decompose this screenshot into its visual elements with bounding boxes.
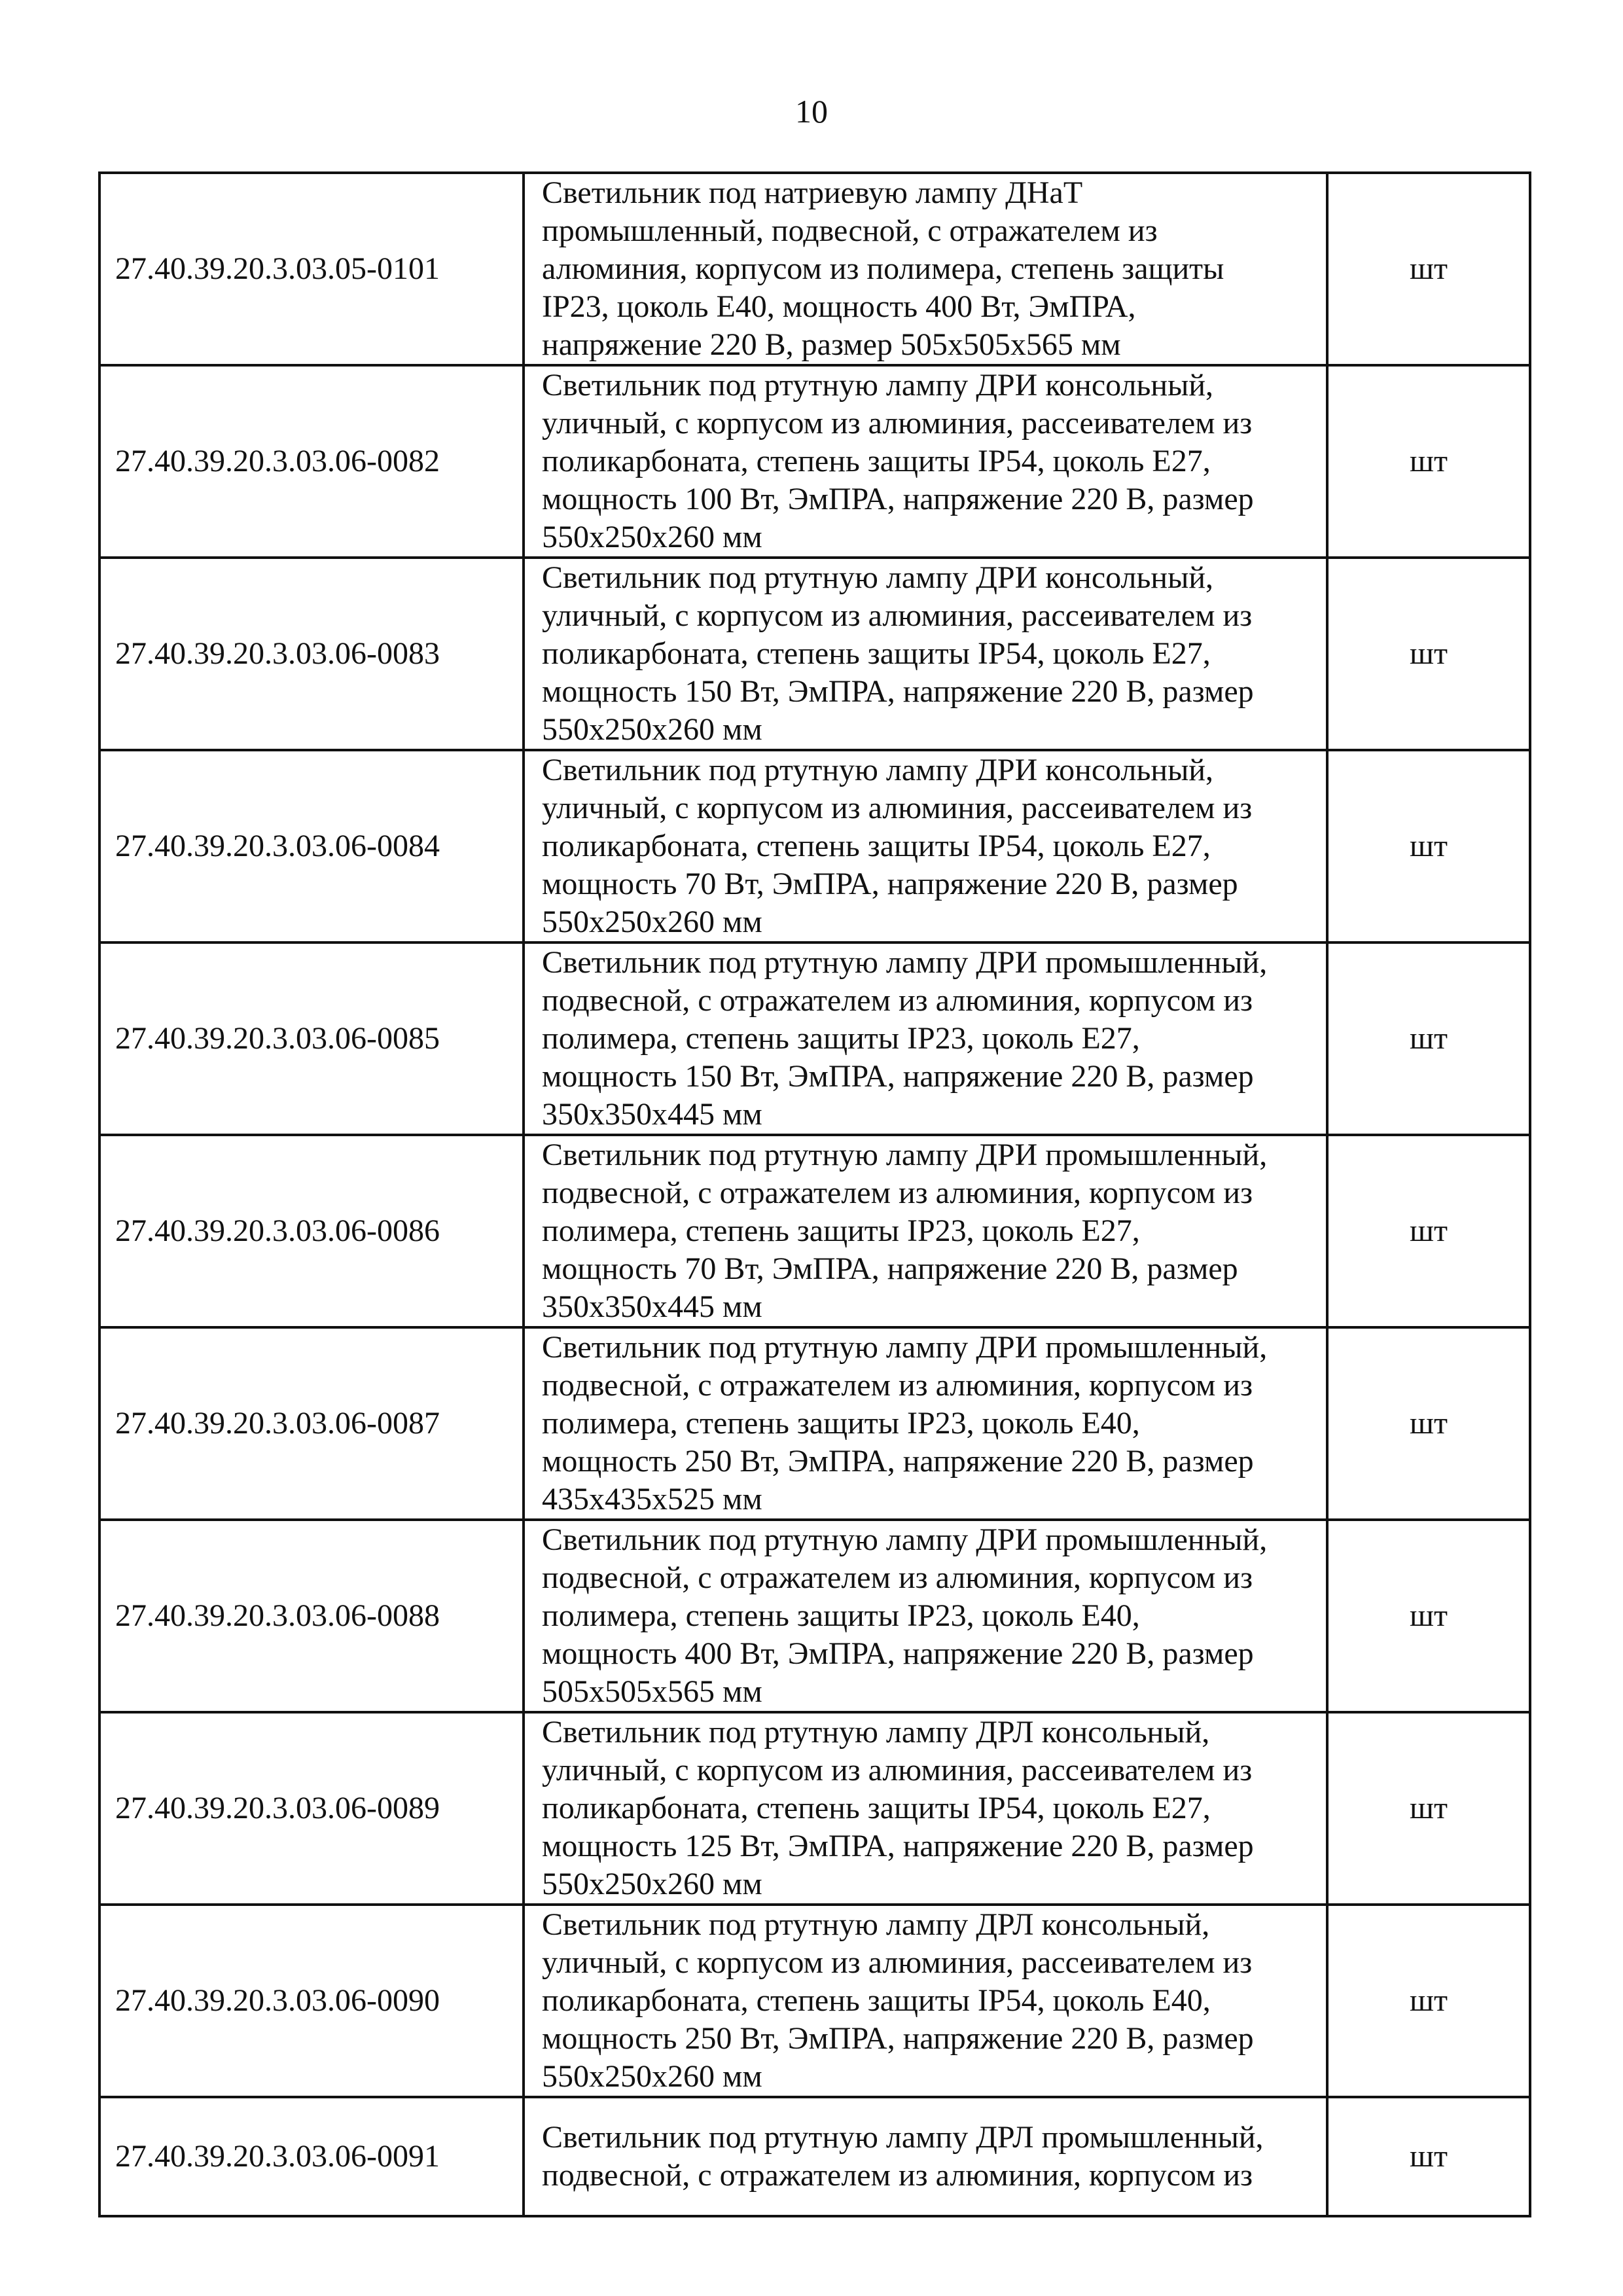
resource-code: 27.40.39.20.3.03.06-0082 <box>99 365 524 558</box>
resource-table <box>98 171 1531 2217</box>
description-line: Светильник под ртутную лампу ДРЛ консольный, <box>542 1715 1210 1749</box>
resource-code: 27.40.39.20.3.03.05-0101 <box>99 173 524 365</box>
description-line: мощность 250 Вт, ЭмПРА, напряжение 220 В, размер <box>542 2021 1254 2056</box>
description-line: IP23, цоколь Е40, мощность 400 Вт, ЭмПРА, <box>542 289 1136 324</box>
resource-description <box>524 365 1327 558</box>
resource-code: 27.40.39.20.3.03.06-0087 <box>99 1327 524 1520</box>
description-line: мощность 150 Вт, ЭмПРА, напряжение 220 В, размер <box>542 674 1254 709</box>
resource-code: 27.40.39.20.3.03.06-0084 <box>99 750 524 942</box>
resource-description <box>524 942 1327 1135</box>
unit-of-measure: шт <box>1327 173 1530 365</box>
table-row <box>99 558 1530 750</box>
description-line: Светильник под ртутную лампу ДРЛ консольный, <box>542 1907 1210 1942</box>
unit-of-measure: шт <box>1327 750 1530 942</box>
description-line: промышленный, подвесной, с отражателем из <box>542 213 1158 248</box>
unit-of-measure: шт <box>1327 1327 1530 1520</box>
description-line: 350x350x445 мм <box>542 1097 762 1132</box>
table-row <box>99 1135 1530 1327</box>
unit-of-measure: шт <box>1327 1905 1530 2097</box>
resource-description <box>524 750 1327 942</box>
unit-of-measure: шт <box>1327 1520 1530 1712</box>
description-line: поликарбоната, степень защиты IP54, цоколь Е27, <box>542 829 1211 863</box>
description-line: 550x250x260 мм <box>542 2059 762 2094</box>
table-row <box>99 1327 1530 1520</box>
description-line: уличный, с корпусом из алюминия, рассеивателем из <box>542 406 1253 440</box>
unit-of-measure: шт <box>1327 558 1530 750</box>
description-line: подвесной, с отражателем из алюминия, корпусом из <box>542 2158 1253 2193</box>
description-line: полимера, степень защиты IP23, цоколь Е40, <box>542 1598 1140 1633</box>
description-line: подвесной, с отражателем из алюминия, корпусом из <box>542 1175 1253 1210</box>
unit-of-measure: шт <box>1327 365 1530 558</box>
description-line: 550x250x260 мм <box>542 712 762 747</box>
description-line: Светильник под ртутную лампу ДРИ промышленный, <box>542 1138 1268 1172</box>
description-line: полимера, степень защиты IP23, цоколь Е40, <box>542 1406 1140 1441</box>
table-row <box>99 2097 1530 2216</box>
unit-of-measure: шт <box>1327 1712 1530 1905</box>
description-line: подвесной, с отражателем из алюминия, корпусом из <box>542 983 1253 1018</box>
description-line: Светильник под ртутную лампу ДРИ промышленный, <box>542 945 1268 980</box>
resource-description <box>524 1905 1327 2097</box>
description-line: мощность 125 Вт, ЭмПРА, напряжение 220 В, размер <box>542 1829 1254 1863</box>
description-line: поликарбоната, степень защиты IP54, цоколь Е27, <box>542 1791 1211 1825</box>
description-line: мощность 400 Вт, ЭмПРА, напряжение 220 В, размер <box>542 1636 1254 1671</box>
description-line: 505x505x565 мм <box>542 1674 762 1709</box>
description-line: мощность 100 Вт, ЭмПРА, напряжение 220 В, размер <box>542 482 1254 516</box>
resource-description <box>524 558 1327 750</box>
description-line: уличный, с корпусом из алюминия, рассеивателем из <box>542 1753 1253 1787</box>
resource-code: 27.40.39.20.3.03.06-0089 <box>99 1712 524 1905</box>
description-line: 350x350x445 мм <box>542 1289 762 1324</box>
resource-code: 27.40.39.20.3.03.06-0091 <box>99 2097 524 2216</box>
description-line: алюминия, корпусом из полимера, степень защиты <box>542 251 1224 286</box>
resource-table-body <box>99 173 1530 2216</box>
resource-description <box>524 1135 1327 1327</box>
description-line: подвесной, с отражателем из алюминия, корпусом из <box>542 1560 1253 1595</box>
description-line: поликарбоната, степень защиты IP54, цоколь Е40, <box>542 1983 1211 2018</box>
resource-code: 27.40.39.20.3.03.06-0083 <box>99 558 524 750</box>
description-line: полимера, степень защиты IP23, цоколь Е27, <box>542 1021 1140 1056</box>
description-line: полимера, степень защиты IP23, цоколь Е27, <box>542 1213 1140 1248</box>
unit-of-measure: шт <box>1327 942 1530 1135</box>
description-line: уличный, с корпусом из алюминия, рассеивателем из <box>542 1945 1253 1980</box>
resource-description <box>524 1520 1327 1712</box>
table-row <box>99 1520 1530 1712</box>
table-row <box>99 173 1530 365</box>
page-number: 10 <box>795 93 828 130</box>
description-line: уличный, с корпусом из алюминия, рассеивателем из <box>542 791 1253 825</box>
table-row <box>99 750 1530 942</box>
resource-description <box>524 1327 1327 1520</box>
table-row <box>99 942 1530 1135</box>
unit-of-measure: шт <box>1327 2097 1530 2216</box>
table-row <box>99 1712 1530 1905</box>
resource-code: 27.40.39.20.3.03.06-0086 <box>99 1135 524 1327</box>
description-line: 550x250x260 мм <box>542 520 762 554</box>
description-line: мощность 250 Вт, ЭмПРА, напряжение 220 В, размер <box>542 1444 1254 1479</box>
description-line: напряжение 220 В, размер 505x505x565 мм <box>542 327 1121 362</box>
description-line: Светильник под ртутную лампу ДРИ консольный, <box>542 368 1213 403</box>
resource-code: 27.40.39.20.3.03.06-0088 <box>99 1520 524 1712</box>
unit-of-measure: шт <box>1327 1135 1530 1327</box>
resource-code: 27.40.39.20.3.03.06-0090 <box>99 1905 524 2097</box>
table-row <box>99 365 1530 558</box>
description-line: мощность 70 Вт, ЭмПРА, напряжение 220 В, размер <box>542 867 1238 901</box>
description-line: поликарбоната, степень защиты IP54, цоколь Е27, <box>542 444 1211 478</box>
description-line: 435x435x525 мм <box>542 1482 762 1516</box>
description-line: поликарбоната, степень защиты IP54, цоколь Е27, <box>542 636 1211 671</box>
description-line: Светильник под ртутную лампу ДРИ консольный, <box>542 560 1213 595</box>
description-line: мощность 150 Вт, ЭмПРА, напряжение 220 В, размер <box>542 1059 1254 1094</box>
table-row <box>99 1905 1530 2097</box>
description-line: Светильник под ртутную лампу ДРИ консольный, <box>542 753 1213 787</box>
resource-code: 27.40.39.20.3.03.06-0085 <box>99 942 524 1135</box>
description-line: Светильник под натриевую лампу ДНаТ <box>542 175 1083 210</box>
description-line: подвесной, с отражателем из алюминия, корпусом из <box>542 1368 1253 1403</box>
description-line: 550x250x260 мм <box>542 1867 762 1901</box>
description-line: мощность 70 Вт, ЭмПРА, напряжение 220 В, размер <box>542 1251 1238 1286</box>
description-line: 550x250x260 мм <box>542 905 762 939</box>
description-line: Светильник под ртутную лампу ДРЛ промышленный, <box>542 2120 1264 2155</box>
description-line: Светильник под ртутную лампу ДРИ промышленный, <box>542 1330 1268 1365</box>
resource-description <box>524 1712 1327 1905</box>
description-line: уличный, с корпусом из алюминия, рассеивателем из <box>542 598 1253 633</box>
description-line: Светильник под ртутную лампу ДРИ промышленный, <box>542 1522 1268 1557</box>
resource-description <box>524 173 1327 365</box>
resource-description <box>524 2097 1327 2216</box>
